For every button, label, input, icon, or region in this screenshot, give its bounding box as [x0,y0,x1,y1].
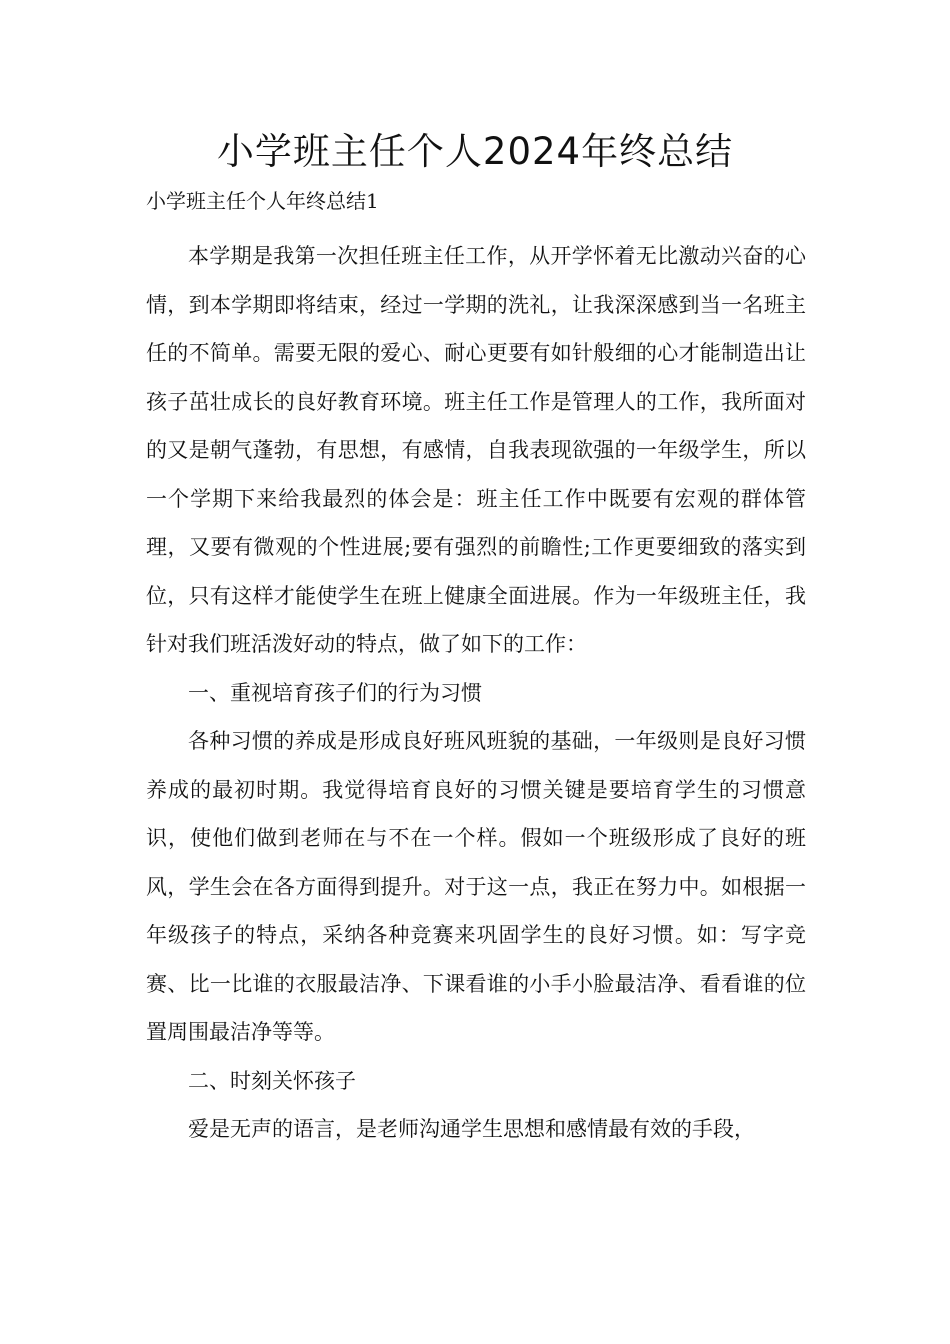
body-paragraph: 各种习惯的养成是形成良好班风班貌的基础，一年级则是良好习惯养成的最初时期。我觉得培育良好的习惯关键是要培育学生的习惯意识，使他们做到老师在与不在一个样。假如一个班级形成了良好的班风，学生会在各方面得到提升。对于这一点，我正在努力中。如根据一年级孩子的特点，采纳各种竞赛来巩固学生的良好习惯。如：写字竞赛、比一比谁的衣服最洁净、下课看谁的小手小脸最洁净、看看谁的位置周围最洁净等等。 [146,729,806,1044]
section-heading: 一、重视培育孩子们的行为习惯 [188,680,482,705]
section-heading: 二、时刻关怀孩子 [188,1068,356,1093]
document-body [146,232,806,1154]
body-paragraph: 本学期是我第一次担任班主任工作，从开学怀着无比激动兴奋的心情，到本学期即将结束，经过一学期的洗礼，让我深深感到当一名班主任的不简单。需要无限的爱心、耐心更要有如针般细的心才能制造出让孩子茁壮成长的良好教育环境。班主任工作是管理人的工作，我所面对的又是朝气蓬勃，有思想，有感情，自我表现欲强的一年级学生，所以一个学期下来给我最烈的体会是：班主任工作中既要有宏观的群体管理，又要有微观的个性进展;要有强烈的前瞻性;工作更要细致的落实到位，只有这样才能使学生在班上健康全面进展。作为一年级班主任，我针对我们班活泼好动的特点，做了如下的工作： [146,244,806,656]
document-subtitle: 小学班主任个人年终总结1 [146,189,379,213]
document-title: 小学班主任个人2024年终总结 [216,130,734,173]
body-paragraph: 爱是无声的语言，是老师沟通学生思想和感情最有效的手段， [188,1117,755,1141]
